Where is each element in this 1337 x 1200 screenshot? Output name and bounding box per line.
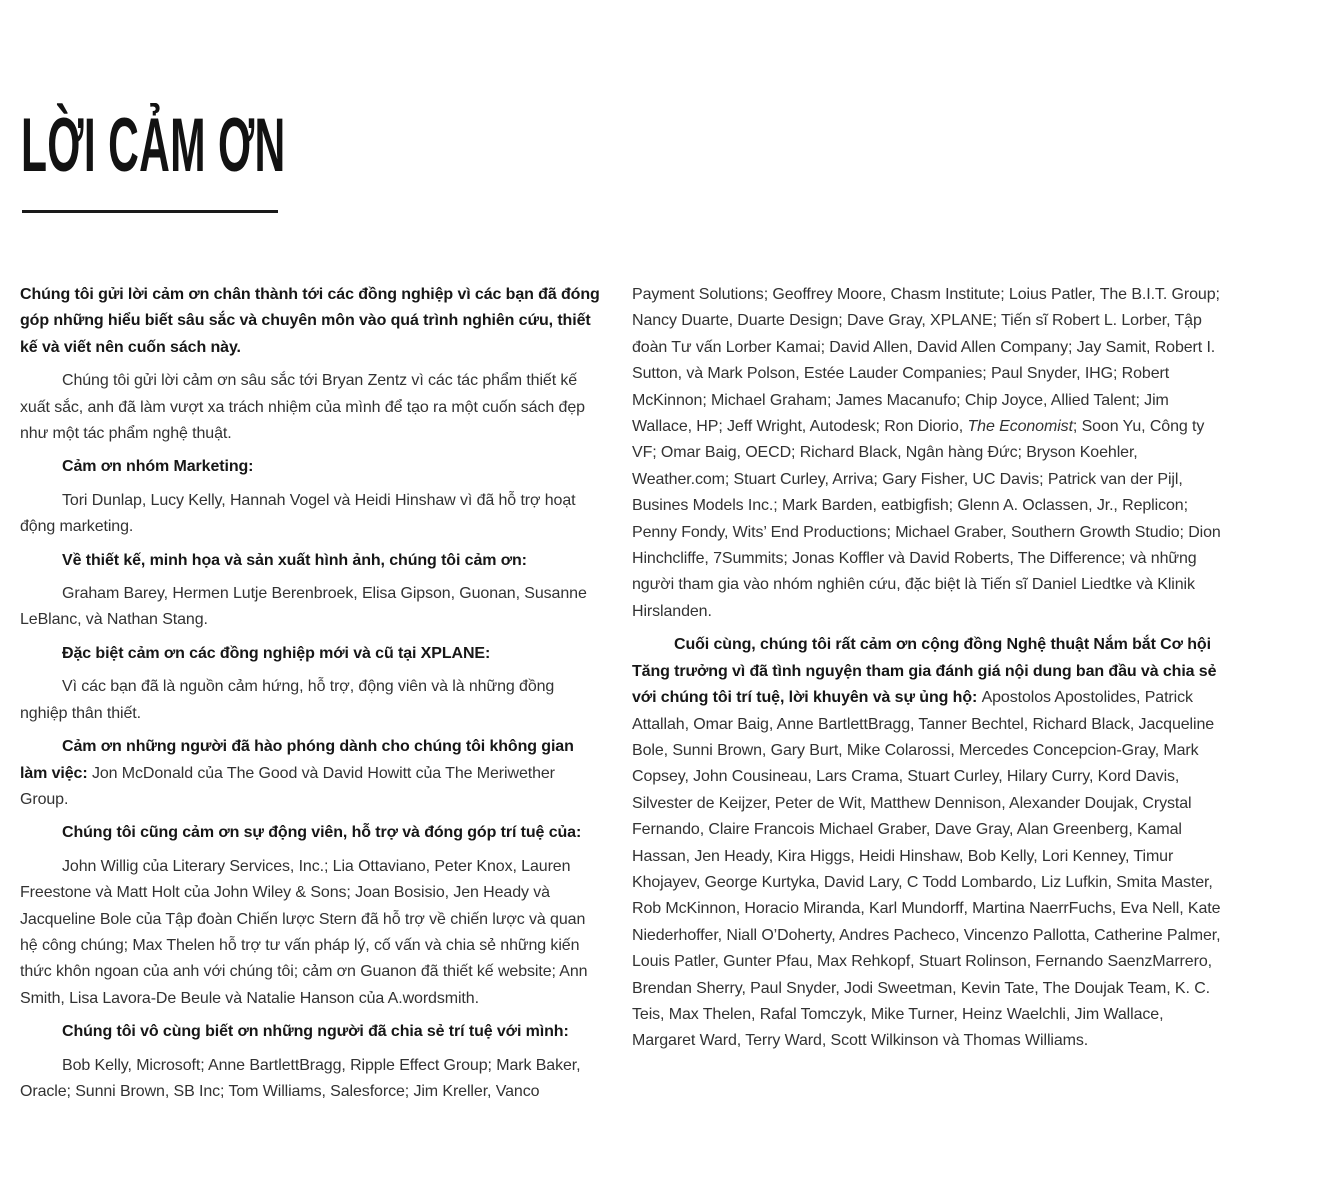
paragraph	[20, 734, 605, 813]
text-segment: Cảm ơn nhóm Marketing:	[62, 458, 254, 476]
text-segment: Jon McDonald của The Good và David Howitt của The Meriwether Group.	[20, 764, 555, 808]
paragraph	[20, 488, 605, 541]
paragraph	[20, 641, 605, 667]
text-segment: Về thiết kế, minh họa và sản xuất hình ảnh, chúng tôi cảm ơn:	[62, 551, 527, 569]
text-segment: Đặc biệt cảm ơn các đồng nghiệp mới và cũ tại XPLANE:	[62, 644, 491, 662]
text-segment: Chúng tôi gửi lời cảm ơn chân thành tới các đồng nghiệp vì các bạn đã đóng góp những hiểu biết sâu sắc và chuyên môn vào quá trình nghiên cứu, thiết kế và viết nên cuốn sách này.	[20, 286, 600, 356]
text-segment: Tori Dunlap, Lucy Kelly, Hannah Vogel và Heidi Hinshaw vì đã hỗ trợ hoạt động marketing.	[20, 491, 576, 536]
text-segment: Cuối cùng, chúng tôi rất cảm ơn cộng đồng Nghệ thuật Nắm bắt Cơ hội Tăng trưởng vì đã tình nguyện tham gia đánh giá nội dung ban đầu và chia sẻ với chúng tôi trí tuệ, lời khuyên và sự ủng hộ:	[632, 636, 1217, 707]
text-segment: ; Soon Yu, Công ty VF; Omar Baig, OECD; Richard Black, Ngân hàng Đức; Bryson Koehler, Weather.com; Stuart Curley, Arriva; Gary Fisher, UC Davis; Patrick van der Pijl, Busines Models Inc.; Mark Barden, eatbigfish; Glenn A. Oclassen, Jr., Replicon; Penny Fondy, Wits’ End Productions; Michael Graber, Southern Growth Studio; Dion Hinchcliffe, 7Summits; Jonas Koffler và David Roberts, The Difference; và những người tham gia vào nhóm nghiên cứu, đặc biệt là Tiến sĩ Daniel Liedtke và Klinik Hirslanden.	[632, 418, 1221, 620]
paragraph	[632, 282, 1222, 625]
text-segment: Apostolos Apostolides, Patrick Attallah, Omar Baig, Anne BartlettBragg, Tanner Bechtel, Richard Black, Jacqueline Bole, Sunni Brown, Gary Burt, Mike Colarossi, Mercedes Concepcion-Gray, Mark Copsey, John Cousineau, Lars Crama, Stuart Curley, Hilary Curry, Kord Davis, Silvester de Keijzer, Peter de Wit, Matthew Dennison, Alexander Doujak, Crystal Fernando, Claire Francois Michael Graber, Dave Gray, Alan Greenberg, Kamal Hassan, Jen Heady, Kira Higgs, Heidi Hinshaw, Bob Kelly, Lori Kenney, Timur Khojayev, George Kurtyka, David Lary, C Todd Lombardo, Liz Lufkin, Smita Master, Rob McKinnon, Horacio Miranda, Karl Mundorff, Martina NaerrFuchs, Eva Nell, Kate Niederhoffer, Niall O’Doherty, Andres Pacheco, Vincenzo Pallotta, Catherine Palmer, Louis Patler, Gunter Pfau, Max Rehkopf, Stuart Rolinson, Fernando SaenzMarrero, Brendan Sherry, Paul Snyder, Jodi Sweetman, Kevin Tate, The Doujak Team, K. C. Teis, Max Thelen, Rafal Tomczyk, Mike Turner, Heinz Waelchli, Jim Wallace, Margaret Ward, Terry Ward, Scott Wilkinson và Thomas Williams.	[632, 689, 1221, 1050]
column-right	[632, 282, 1222, 1112]
paragraph	[20, 548, 605, 574]
paragraph	[20, 368, 605, 447]
title-underline	[22, 210, 278, 213]
text-segment: John Willig của Literary Services, Inc.; Lia Ottaviano, Peter Knox, Lauren Freestone và Matt Holt của John Wiley & Sons; Joan Bosisio, Jen Heady và Jacqueline Bole của Tập đoàn Chiến lược Stern đã hỗ trợ về chiến lược và quan hệ công chúng; Max Thelen hỗ trợ tư vấn pháp lý, cố vấn và chia sẻ những kiến thức khôn ngoan của anh với chúng tôi; cảm ơn Guanon đã thiết kế website; Ann Smith, Lisa Lavora-De Beule và Natalie Hanson của A.wordsmith.	[20, 857, 588, 1007]
text-segment: Payment Solutions; Geoffrey Moore, Chasm Institute; Loius Patler, The B.I.T. Group; Nancy Duarte, Duarte Design; Dave Gray, XPLANE; Tiến sĩ Robert L. Lorber, Tập đoàn Tư vấn Lorber Kamai; David Allen, David Allen Company; Jay Samit, Robert I. Sutton, và Mark Polson, Estée Lauder Companies; Paul Snyder, IHG; Robert McKinnon; Michael Graham; James Macanufo; Chip Joyce, Allied Talent; Jim Wallace, HP; Jeff Wright, Autodesk; Ron Diorio,	[632, 286, 1220, 436]
text-segment: Graham Barey, Hermen Lutje Berenbroek, Elisa Gipson, Guonan, Susanne LeBlanc, và Nathan Stang.	[20, 585, 587, 629]
paragraph	[20, 454, 605, 480]
paragraph	[20, 674, 605, 727]
paragraph	[20, 1019, 605, 1045]
paragraph	[20, 854, 605, 1012]
paragraph	[20, 1053, 605, 1106]
text-segment: Vì các bạn đã là nguồn cảm hứng, hỗ trợ, động viên và là những đồng nghiệp thân thiết.	[20, 678, 555, 722]
text-segment: Chúng tôi gửi lời cảm ơn sâu sắc tới Bryan Zentz vì các tác phẩm thiết kế xuất sắc, anh đã làm vượt xa trách nhiệm của mình để tạo ra một cuốn sách đẹp như một tác phẩm nghệ thuật.	[20, 372, 585, 443]
text-segment: Cảm ơn những người đã hào phóng dành cho chúng tôi không gian làm việc:	[20, 738, 574, 782]
page-title: LỜI CẢM ƠN	[21, 103, 286, 188]
text-segment: Chúng tôi cũng cảm ơn sự động viên, hỗ trợ và đóng góp trí tuệ của:	[62, 824, 582, 842]
text-segment: The Economist	[967, 418, 1073, 436]
paragraph	[632, 632, 1222, 1055]
text-segment: Chúng tôi vô cùng biết ơn những người đã chia sẻ trí tuệ với mình:	[62, 1023, 569, 1041]
text-columns	[20, 282, 1222, 1112]
text-segment: Bob Kelly, Microsoft; Anne BartlettBragg, Ripple Effect Group; Mark Baker, Oracle; Sunni Brown, SB Inc; Tom Williams, Salesforce; Jim Kreller, Vanco	[20, 1056, 581, 1100]
paragraph	[20, 820, 605, 846]
column-left	[20, 282, 605, 1112]
paragraph	[20, 581, 605, 634]
paragraph	[20, 282, 605, 361]
